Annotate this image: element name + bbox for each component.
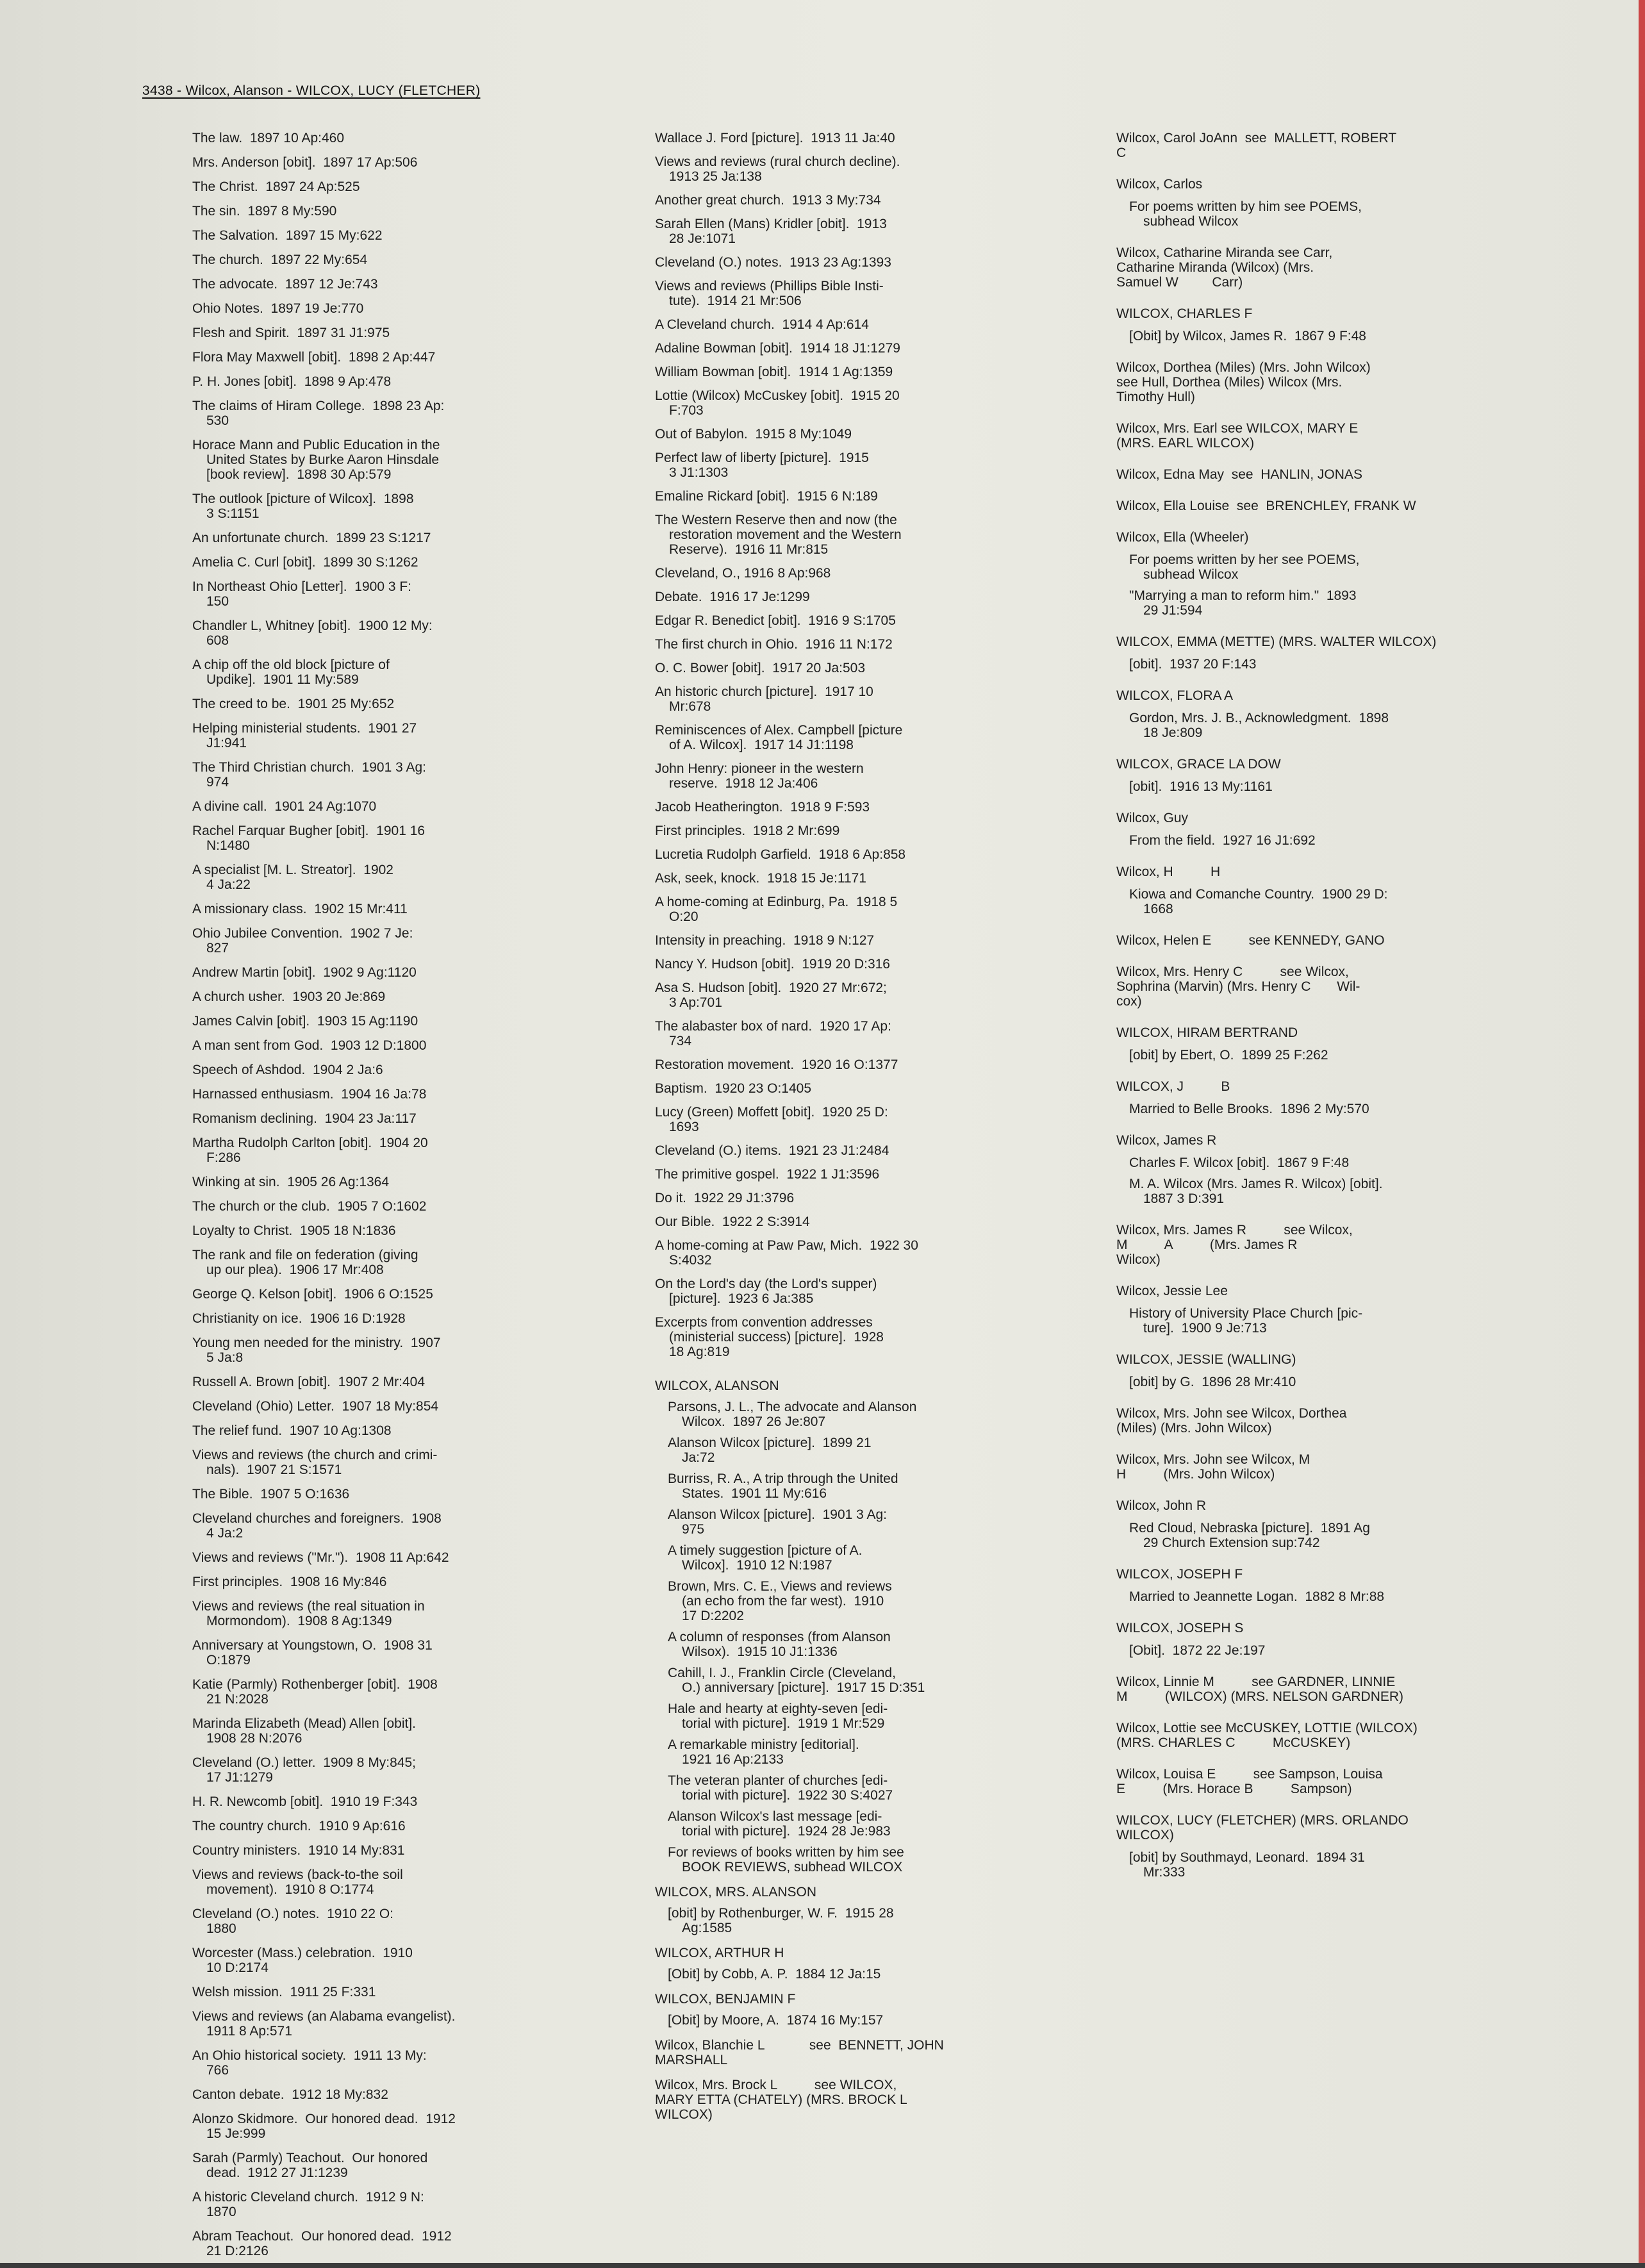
index-entry: Abram Teachout. Our honored dead. 1912 21 D:2126 bbox=[192, 2229, 452, 2258]
column-2 bbox=[655, 131, 1091, 2128]
index-entry: Excerpts from convention addresses (ministerial success) [picture]. 1928 18 Ag:819 bbox=[655, 1315, 884, 1359]
index-entry: Out of Babylon. 1915 8 My:1049 bbox=[655, 427, 852, 442]
index-subentry: [obit]. 1937 20 F:143 bbox=[1129, 657, 1257, 672]
index-heading: WILCOX, ALANSON bbox=[655, 1378, 779, 1393]
index-subentry: [Obit] by Wilcox, James R. 1867 9 F:48 bbox=[1129, 329, 1366, 344]
index-heading: WILCOX, BENJAMIN F bbox=[655, 1992, 796, 2007]
index-entry: O. C. Bower [obit]. 1917 20 Ja:503 bbox=[655, 661, 866, 675]
index-entry: The advocate. 1897 12 Je:743 bbox=[192, 277, 378, 292]
index-subentry: [Obit] by Cobb, A. P. 1884 12 Ja:15 bbox=[668, 1967, 881, 1982]
index-entry: The rank and file on federation (giving up our plea). 1906 17 Mr:408 bbox=[192, 1248, 418, 1277]
index-entry: A divine call. 1901 24 Ag:1070 bbox=[192, 799, 377, 814]
index-subentry: Kiowa and Comanche Country. 1900 29 D: 1668 bbox=[1129, 887, 1388, 916]
index-entry: The first church in Ohio. 1916 11 N:172 bbox=[655, 637, 893, 652]
index-heading: WILCOX, MRS. ALANSON bbox=[655, 1885, 817, 1900]
index-heading: WILCOX, HIRAM BERTRAND bbox=[1116, 1025, 1298, 1040]
index-entry: Marinda Elizabeth (Mead) Allen [obit]. 1908 28 N:2076 bbox=[192, 1716, 417, 1746]
index-heading: WILCOX, JOSEPH F bbox=[1116, 1567, 1243, 1582]
index-heading: Wilcox, John R bbox=[1116, 1498, 1207, 1513]
index-heading: Wilcox, Guy bbox=[1116, 811, 1189, 825]
index-entry: Welsh mission. 1911 25 F:331 bbox=[192, 1985, 376, 1999]
index-heading: WILCOX, LUCY (FLETCHER) (MRS. ORLANDO WILCOX) bbox=[1116, 1813, 1409, 1842]
index-entry: William Bowman [obit]. 1914 1 Ag:1359 bbox=[655, 365, 893, 379]
index-entry: Adaline Bowman [obit]. 1914 18 J1:1279 bbox=[655, 341, 900, 356]
index-entry: Mrs. Anderson [obit]. 1897 17 Ap:506 bbox=[192, 155, 418, 170]
index-entry: Jacob Heatherington. 1918 9 F:593 bbox=[655, 800, 870, 815]
index-entry: Ohio Jubilee Convention. 1902 7 Je: 827 bbox=[192, 926, 413, 956]
index-entry: Views and reviews (an Alabama evangelist). 1911 8 Ap:571 bbox=[192, 2009, 456, 2039]
index-entry: Harnassed enthusiasm. 1904 16 Ja:78 bbox=[192, 1087, 427, 1102]
index-entry: Emaline Rickard [obit]. 1915 6 N:189 bbox=[655, 489, 878, 504]
index-subentry: Burriss, R. A., A trip through the United States. 1901 11 My:616 bbox=[668, 1471, 898, 1501]
index-heading: WILCOX, JOSEPH S bbox=[1116, 1621, 1244, 1635]
index-entry: Cleveland (Ohio) Letter. 1907 18 My:854 bbox=[192, 1399, 439, 1414]
index-subentry: Parsons, J. L., The advocate and Alanson Wilcox. 1897 26 Je:807 bbox=[668, 1400, 917, 1429]
index-entry: Romanism declining. 1904 23 Ja:117 bbox=[192, 1111, 417, 1126]
index-entry: The country church. 1910 9 Ap:616 bbox=[192, 1819, 406, 1833]
index-entry: Our Bible. 1922 2 S:3914 bbox=[655, 1214, 810, 1229]
index-heading: WILCOX, CHARLES F bbox=[1116, 306, 1253, 321]
page-edge bbox=[1639, 0, 1645, 2263]
index-subentry: Hale and hearty at eighty-seven [edi- torial with picture]. 1919 1 Mr:529 bbox=[668, 1701, 888, 1731]
index-entry: On the Lord's day (the Lord's supper) [picture]. 1923 6 Ja:385 bbox=[655, 1277, 877, 1306]
index-entry: James Calvin [obit]. 1903 15 Ag:1190 bbox=[192, 1014, 418, 1029]
index-entry: Ohio Notes. 1897 19 Je:770 bbox=[192, 301, 364, 316]
index-heading: Wilcox, Mrs. Henry C see Wilcox, Sophrina (Marvin) (Mrs. Henry C Wil- cox) bbox=[1116, 964, 1360, 1009]
index-entry: Martha Rudolph Carlton [obit]. 1904 20 F:286 bbox=[192, 1136, 428, 1165]
index-entry: Loyalty to Christ. 1905 18 N:1836 bbox=[192, 1223, 396, 1238]
index-heading: Wilcox, Edna May see HANLIN, JONAS bbox=[1116, 467, 1362, 482]
index-subentry: "Marrying a man to reform him." 1893 29 J1:594 bbox=[1129, 588, 1357, 618]
index-heading: WILCOX, GRACE LA DOW bbox=[1116, 757, 1281, 772]
index-subentry: For poems written by him see POEMS, subhead Wilcox bbox=[1129, 199, 1362, 229]
index-subentry: [Obit]. 1872 22 Je:197 bbox=[1129, 1643, 1266, 1658]
column-3 bbox=[1116, 131, 1565, 1886]
index-entry: Cleveland (O.) items. 1921 23 J1:2484 bbox=[655, 1143, 889, 1158]
index-entry: Views and reviews (the church and crimi- nals). 1907 21 S:1571 bbox=[192, 1448, 438, 1477]
index-subentry: A remarkable ministry [editorial]. 1921 16 Ap:2133 bbox=[668, 1737, 859, 1767]
index-entry: H. R. Newcomb [obit]. 1910 19 F:343 bbox=[192, 1794, 418, 1809]
index-subentry: Red Cloud, Nebraska [picture]. 1891 Ag 29 Church Extension sup:742 bbox=[1129, 1521, 1370, 1550]
index-heading: Wilcox, Mrs. Earl see WILCOX, MARY E (MRS. EARL WILCOX) bbox=[1116, 421, 1359, 451]
index-subentry: [obit] by Rothenburger, W. F. 1915 28 Ag:1585 bbox=[668, 1906, 894, 1935]
index-entry: An unfortunate church. 1899 23 S:1217 bbox=[192, 531, 431, 545]
index-entry: Lottie (Wilcox) McCuskey [obit]. 1915 20 F:703 bbox=[655, 388, 900, 418]
index-heading: Wilcox, Louisa E see Sampson, Louisa E (Mrs. Horace B Sampson) bbox=[1116, 1767, 1383, 1796]
index-subentry: [obit] by Ebert, O. 1899 25 F:262 bbox=[1129, 1048, 1328, 1063]
index-heading: WILCOX, FLORA A bbox=[1116, 688, 1234, 703]
index-heading: Wilcox, Helen E see KENNEDY, GANO bbox=[1116, 933, 1385, 948]
index-entry: Cleveland (O.) notes. 1910 22 O: 1880 bbox=[192, 1907, 394, 1936]
index-heading: Wilcox, Carol JoAnn see MALLETT, ROBERT C bbox=[1116, 131, 1397, 160]
index-entry: John Henry: pioneer in the western reserve. 1918 12 Ja:406 bbox=[655, 761, 864, 791]
index-entry: Sarah (Parmly) Teachout. Our honored dead. 1912 27 J1:1239 bbox=[192, 2151, 428, 2180]
index-entry: The Third Christian church. 1901 3 Ag: 974 bbox=[192, 760, 426, 790]
index-entry: Perfect law of liberty [picture]. 1915 3 J1:1303 bbox=[655, 451, 869, 480]
index-entry: Country ministers. 1910 14 My:831 bbox=[192, 1843, 405, 1858]
index-entry: In Northeast Ohio [Letter]. 1900 3 F: 150 bbox=[192, 579, 412, 609]
index-entry: Lucy (Green) Moffett [obit]. 1920 25 D: 1693 bbox=[655, 1105, 888, 1134]
index-entry: Ask, seek, knock. 1918 15 Je:1171 bbox=[655, 871, 866, 886]
index-entry: Views and reviews ("Mr."). 1908 11 Ap:642 bbox=[192, 1550, 449, 1565]
index-entry: Worcester (Mass.) celebration. 1910 10 D:2174 bbox=[192, 1946, 413, 1975]
index-entry: Horace Mann and Public Education in the United States by Burke Aaron Hinsdale [book review]. 1898 30 Ap:579 bbox=[192, 438, 440, 482]
index-entry: Cleveland (O.) letter. 1909 8 My:845; 17 J1:1279 bbox=[192, 1755, 417, 1785]
index-entry: George Q. Kelson [obit]. 1906 6 O:1525 bbox=[192, 1287, 433, 1302]
index-subentry: [Obit] by Moore, A. 1874 16 My:157 bbox=[668, 2013, 884, 2028]
index-entry: The claims of Hiram College. 1898 23 Ap: 530 bbox=[192, 399, 445, 428]
index-entry: The church. 1897 22 My:654 bbox=[192, 252, 368, 267]
index-subentry: Alanson Wilcox's last message [edi- torial with picture]. 1924 28 Je:983 bbox=[668, 1809, 891, 1839]
index-entry: An Ohio historical society. 1911 13 My: 766 bbox=[192, 2048, 427, 2078]
index-heading: Wilcox, Ella (Wheeler) bbox=[1116, 530, 1249, 545]
page-header: 3438 - Wilcox, Alanson - WILCOX, LUCY (FLETCHER) bbox=[142, 83, 481, 98]
index-subentry: Alanson Wilcox [picture]. 1901 3 Ag: 975 bbox=[668, 1507, 888, 1537]
index-heading: Wilcox, H H bbox=[1116, 865, 1221, 879]
index-subentry: Alanson Wilcox [picture]. 1899 21 Ja:72 bbox=[668, 1436, 872, 1465]
index-entry: Views and reviews (rural church decline). 1913 25 Ja:138 bbox=[655, 154, 900, 184]
index-subentry: A column of responses (from Alanson Wilsox). 1915 10 J1:1336 bbox=[668, 1630, 891, 1659]
index-entry: A specialist [M. L. Streator]. 1902 4 Ja:22 bbox=[192, 863, 393, 892]
index-heading: WILCOX, ARTHUR H bbox=[655, 1946, 784, 1960]
index-entry: Views and reviews (the real situation in Mormondom). 1908 8 Ag:1349 bbox=[192, 1599, 425, 1628]
index-entry: P. H. Jones [obit]. 1898 9 Ap:478 bbox=[192, 374, 392, 389]
index-entry: A chip off the old block [picture of Updike]. 1901 11 My:589 bbox=[192, 658, 390, 687]
index-entry: Cleveland churches and foreigners. 1908 4 Ja:2 bbox=[192, 1511, 442, 1541]
column-1 bbox=[192, 131, 618, 2268]
index-entry: A historic Cleveland church. 1912 9 N: 1870 bbox=[192, 2190, 424, 2219]
index-entry: The Bible. 1907 5 O:1636 bbox=[192, 1487, 350, 1502]
index-entry: Young men needed for the ministry. 1907 5 Ja:8 bbox=[192, 1336, 441, 1365]
index-heading: Wilcox, Blanchie L see BENNETT, JOHN MARSHALL bbox=[655, 2038, 944, 2067]
index-entry: Amelia C. Curl [obit]. 1899 30 S:1262 bbox=[192, 555, 418, 570]
index-entry: A man sent from God. 1903 12 D:1800 bbox=[192, 1038, 427, 1053]
index-entry: The church or the club. 1905 7 O:1602 bbox=[192, 1199, 427, 1214]
index-entry: Lucretia Rudolph Garfield. 1918 6 Ap:858 bbox=[655, 847, 906, 862]
index-entry: Rachel Farquar Bugher [obit]. 1901 16 N:1480 bbox=[192, 824, 426, 853]
index-entry: The creed to be. 1901 25 My:652 bbox=[192, 697, 395, 711]
index-entry: Anniversary at Youngstown, O. 1908 31 O:1879 bbox=[192, 1638, 433, 1668]
index-entry: A home-coming at Edinburg, Pa. 1918 5 O:20 bbox=[655, 895, 898, 924]
index-subentry: M. A. Wilcox (Mrs. James R. Wilcox) [obit]. 1887 3 D:391 bbox=[1129, 1177, 1383, 1206]
index-entry: The primitive gospel. 1922 1 J1:3596 bbox=[655, 1167, 880, 1182]
index-entry: A missionary class. 1902 15 Mr:411 bbox=[192, 902, 408, 916]
index-heading: Wilcox, Catharine Miranda see Carr, Catharine Miranda (Wilcox) (Mrs. Samuel W Carr) bbox=[1116, 245, 1333, 290]
index-entry: A Cleveland church. 1914 4 Ap:614 bbox=[655, 317, 869, 332]
index-entry: Intensity in preaching. 1918 9 N:127 bbox=[655, 933, 875, 948]
index-entry: Flesh and Spirit. 1897 31 J1:975 bbox=[192, 326, 390, 340]
index-entry: The outlook [picture of Wilcox]. 1898 3 S:1151 bbox=[192, 492, 414, 521]
index-entry: Canton debate. 1912 18 My:832 bbox=[192, 2087, 388, 2102]
index-heading: WILCOX, JESSIE (WALLING) bbox=[1116, 1352, 1296, 1367]
index-entry: A church usher. 1903 20 Je:869 bbox=[192, 989, 386, 1004]
index-heading: Wilcox, Mrs. John see Wilcox, Dorthea (Miles) (Mrs. John Wilcox) bbox=[1116, 1406, 1347, 1436]
index-subentry: Cahill, I. J., Franklin Circle (Cleveland, O.) anniversary [picture]. 1917 15 D:351 bbox=[668, 1666, 925, 1695]
index-subentry: Married to Belle Brooks. 1896 2 My:570 bbox=[1129, 1102, 1369, 1116]
index-entry: Christianity on ice. 1906 16 D:1928 bbox=[192, 1311, 406, 1326]
index-entry: Speech of Ashdod. 1904 2 Ja:6 bbox=[192, 1063, 383, 1077]
index-entry: The Christ. 1897 24 Ap:525 bbox=[192, 179, 360, 194]
index-entry: The Western Reserve then and now (the restoration movement and the Western Reserve). 1916 11 Mr:815 bbox=[655, 513, 902, 557]
index-entry: Flora May Maxwell [obit]. 1898 2 Ap:447 bbox=[192, 350, 436, 365]
index-entry: Another great church. 1913 3 My:734 bbox=[655, 193, 881, 208]
index-subentry: Gordon, Mrs. J. B., Acknowledgment. 1898 18 Je:809 bbox=[1129, 711, 1389, 740]
index-entry: Nancy Y. Hudson [obit]. 1919 20 D:316 bbox=[655, 957, 890, 972]
index-subentry: For reviews of books written by him see BOOK REVIEWS, subhead WILCOX bbox=[668, 1845, 904, 1875]
index-subentry: Brown, Mrs. C. E., Views and reviews (an echo from the far west). 1910 17 D:2202 bbox=[668, 1579, 892, 1623]
index-entry: Chandler L, Whitney [obit]. 1900 12 My: 608 bbox=[192, 618, 433, 648]
index-subentry: [obit]. 1916 13 My:1161 bbox=[1129, 779, 1273, 794]
index-entry: Cleveland (O.) notes. 1913 23 Ag:1393 bbox=[655, 255, 891, 270]
index-entry: A home-coming at Paw Paw, Mich. 1922 30 S:4032 bbox=[655, 1238, 918, 1268]
index-heading: Wilcox, Lottie see McCUSKEY, LOTTIE (WILCOX) (MRS. CHARLES C McCUSKEY) bbox=[1116, 1721, 1418, 1750]
index-entry: Katie (Parmly) Rothenberger [obit]. 1908 21 N:2028 bbox=[192, 1677, 438, 1707]
index-entry: The sin. 1897 8 My:590 bbox=[192, 204, 337, 219]
index-subentry: For poems written by her see POEMS, subhead Wilcox bbox=[1129, 552, 1360, 582]
index-entry: First principles. 1918 2 Mr:699 bbox=[655, 824, 840, 838]
index-subentry: Married to Jeannette Logan. 1882 8 Mr:88 bbox=[1129, 1589, 1385, 1604]
index-heading: Wilcox, Mrs. James R see Wilcox, M A (Mrs. James R Wilcox) bbox=[1116, 1223, 1353, 1267]
index-entry: Views and reviews (back-to-the soil movement). 1910 8 O:1774 bbox=[192, 1867, 403, 1897]
index-entry: Russell A. Brown [obit]. 1907 2 Mr:404 bbox=[192, 1375, 426, 1389]
index-subentry: History of University Place Church [pic- ture]. 1900 9 Je:713 bbox=[1129, 1306, 1363, 1336]
index-entry: Edgar R. Benedict [obit]. 1916 9 S:1705 bbox=[655, 613, 896, 628]
index-entry: Reminiscences of Alex. Campbell [picture of A. Wilcox]. 1917 14 J1:1198 bbox=[655, 723, 903, 752]
index-subentry: Charles F. Wilcox [obit]. 1867 9 F:48 bbox=[1129, 1155, 1350, 1170]
index-entry: The law. 1897 10 Ap:460 bbox=[192, 131, 345, 145]
index-heading: Wilcox, Jessie Lee bbox=[1116, 1284, 1228, 1298]
index-entry: Debate. 1916 17 Je:1299 bbox=[655, 590, 810, 604]
index-heading: WILCOX, J B bbox=[1116, 1079, 1230, 1094]
index-entry: The relief fund. 1907 10 Ag:1308 bbox=[192, 1423, 392, 1438]
index-entry: First principles. 1908 16 My:846 bbox=[192, 1575, 387, 1589]
index-entry: Wallace J. Ford [picture]. 1913 11 Ja:40 bbox=[655, 131, 895, 145]
index-heading: Wilcox, Carlos bbox=[1116, 177, 1203, 192]
index-entry: Views and reviews (Phillips Bible Insti- tute). 1914 21 Mr:506 bbox=[655, 279, 884, 308]
index-entry: An historic church [picture]. 1917 10 Mr:678 bbox=[655, 684, 873, 714]
index-subentry: [obit] by G. 1896 28 Mr:410 bbox=[1129, 1375, 1296, 1389]
index-heading: WILCOX, EMMA (METTE) (MRS. WALTER WILCOX) bbox=[1116, 634, 1437, 649]
index-entry: The alabaster box of nard. 1920 17 Ap: 734 bbox=[655, 1019, 891, 1048]
index-entry: The Salvation. 1897 15 My:622 bbox=[192, 228, 383, 243]
index-heading: Wilcox, Mrs. John see Wilcox, M H (Mrs. John Wilcox) bbox=[1116, 1452, 1310, 1482]
index-heading: Wilcox, Ella Louise see BRENCHLEY, FRANK W bbox=[1116, 499, 1416, 513]
index-heading: Wilcox, Mrs. Brock L see WILCOX, MARY ETTA (CHATELY) (MRS. BROCK L WILCOX) bbox=[655, 2078, 907, 2122]
index-entry: Restoration movement. 1920 16 O:1377 bbox=[655, 1057, 898, 1072]
index-entry: Asa S. Hudson [obit]. 1920 27 Mr:672; 3 Ap:701 bbox=[655, 981, 887, 1010]
index-subentry: A timely suggestion [picture of A. Wilcox]. 1910 12 N:1987 bbox=[668, 1543, 863, 1573]
index-entry: Baptism. 1920 23 O:1405 bbox=[655, 1081, 811, 1096]
index-heading: Wilcox, Dorthea (Miles) (Mrs. John Wilcox) see Hull, Dorthea (Miles) Wilcox (Mrs. Timothy Hull) bbox=[1116, 360, 1371, 404]
index-entry: Andrew Martin [obit]. 1902 9 Ag:1120 bbox=[192, 965, 417, 980]
index-subentry: [obit] by Southmayd, Leonard. 1894 31 Mr:333 bbox=[1129, 1850, 1365, 1880]
index-heading: Wilcox, Linnie M see GARDNER, LINNIE M (WILCOX) (MRS. NELSON GARDNER) bbox=[1116, 1675, 1404, 1704]
index-subentry: The veteran planter of churches [edi- torial with picture]. 1922 30 S:4027 bbox=[668, 1773, 893, 1803]
index-entry: Do it. 1922 29 J1:3796 bbox=[655, 1191, 795, 1205]
index-entry: Cleveland, O., 1916 8 Ap:968 bbox=[655, 566, 831, 581]
index-entry: Helping ministerial students. 1901 27 J1:941 bbox=[192, 721, 417, 750]
index-entry: Alonzo Skidmore. Our honored dead. 1912 15 Je:999 bbox=[192, 2112, 456, 2141]
index-entry: Winking at sin. 1905 26 Ag:1364 bbox=[192, 1175, 390, 1189]
index-entry: Sarah Ellen (Mans) Kridler [obit]. 1913 28 Je:1071 bbox=[655, 217, 887, 246]
index-heading: Wilcox, James R bbox=[1116, 1133, 1217, 1148]
index-subentry: From the field. 1927 16 J1:692 bbox=[1129, 833, 1316, 848]
